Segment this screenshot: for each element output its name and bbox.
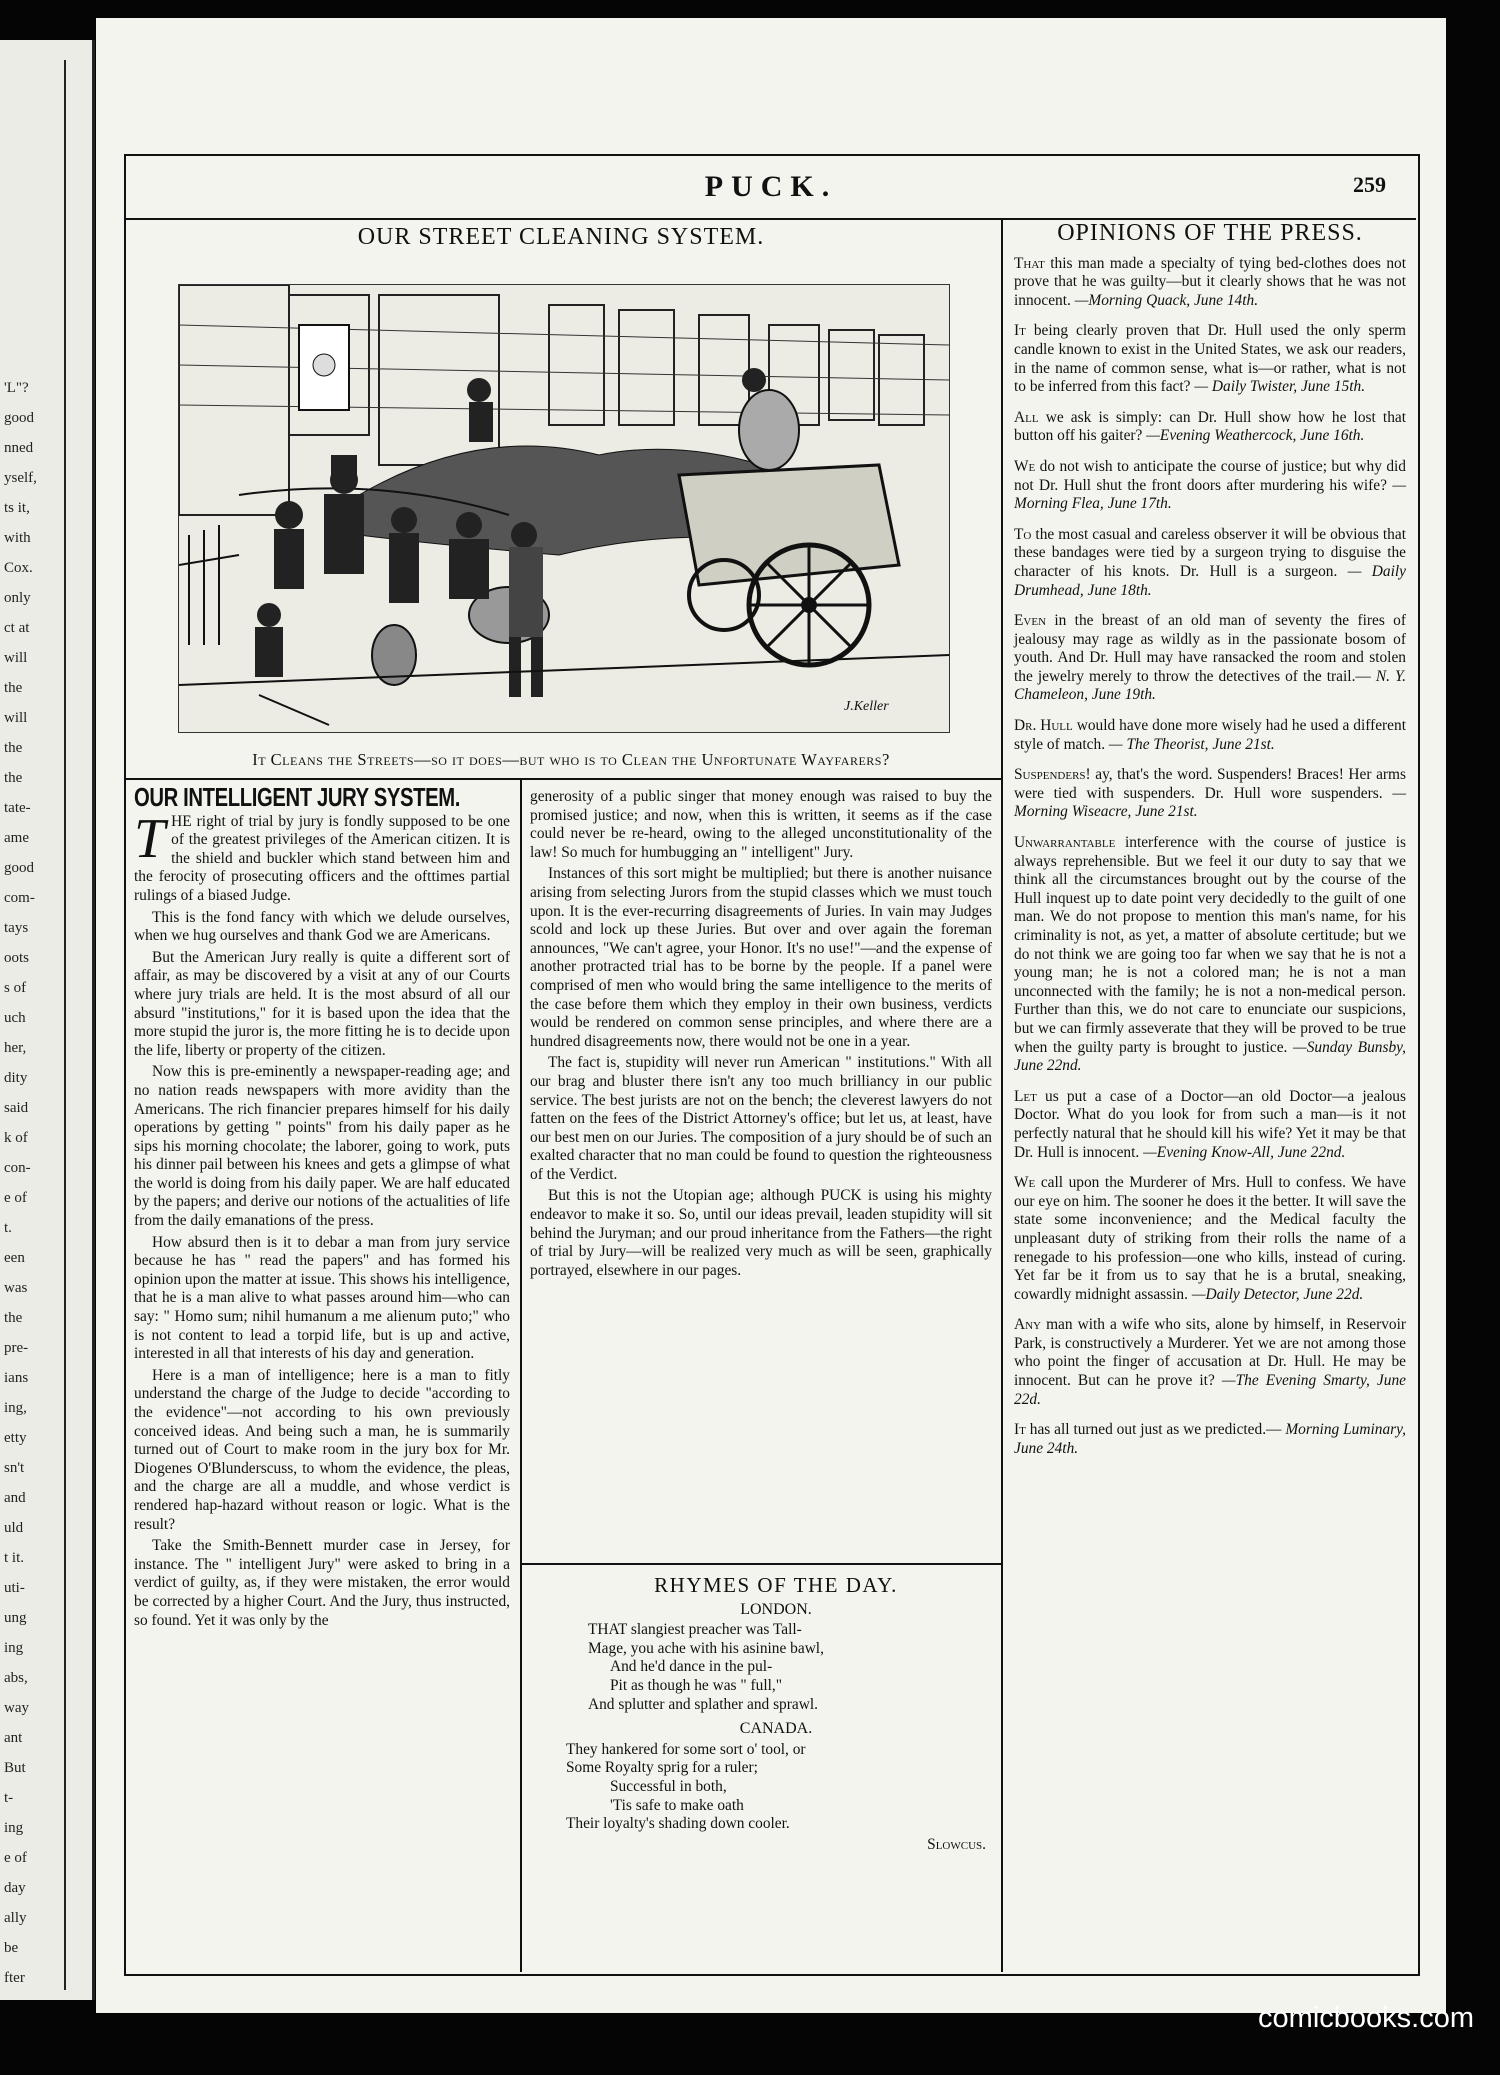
jury-paragraph: The fact is, stupidity will never run American " institutions." With all our brag and bluster there isn't any too much brilliancy in our public service. The best jurists are not on the bench; the cleverest lawyers do not fatten on the fees of the District Attorney's office; but let us, at least, have our best men on our Juries. The composition of a jury should be of such an exalted character that no man could be found to question the righteousness of the Verdict. (530, 1054, 992, 1183)
press-item-text: we ask is simply: can Dr. Hull show how he lost that button off his gaiter? (1014, 408, 1406, 445)
previous-page-text-fragment: t. (4, 1220, 12, 1236)
press-item-source: —Morning Wiseacre, June 21st. (1014, 784, 1406, 821)
press-item-source: —Evening Know-All, June 22nd. (1143, 1143, 1346, 1161)
press-opinion-item (1014, 322, 1406, 396)
press-item-source: —Morning Quack, June 14th. (1074, 291, 1259, 309)
press-item-lead: Suspenders! (1014, 766, 1091, 784)
previous-page-text-fragment: ant (4, 1730, 23, 1746)
press-item-lead: Dr. Hull (1014, 717, 1073, 735)
press-item-text: in the breast of an old man of seventy the fires of jealousy may rage as wildly as in the passionate bosom of youth. And Dr. Hull may have ransacked the room and stolen the jewelry merely to throw the detectives of the trail.— (1014, 612, 1406, 685)
cartoon-title: OUR STREET CLEANING SYSTEM. (357, 224, 765, 250)
previous-page-text-fragment: yself, (4, 470, 37, 486)
previous-page-text-fragment: e of (4, 1850, 27, 1866)
poem-line: Their loyalty's shading down cooler. (566, 1815, 790, 1833)
jury-paragraph: Take the Smith-Bennett murder case in Jersey, for instance. The " intelligent Jury" were asked to bring in a verdict of guilty, as, if they were mistaken, the error would be corrected by a higher Court. And the Jury, thus instructed, so found. Yet it was only by the (134, 1537, 510, 1629)
previous-page-text-fragment: uti- (4, 1580, 25, 1596)
cartoon-bottom-rule (124, 778, 1001, 780)
press-opinion-item (1014, 1088, 1406, 1162)
press-opinion-item (1014, 834, 1406, 1076)
press-item-text: being clearly proven that Dr. Hull used the only sperm candle known to exist in the United States, we ask our readers, in the name of common sense, what is—or rather, what is not to be inferred from this fact? (1014, 322, 1406, 396)
opinions-of-the-press-column (1014, 220, 1406, 1470)
jury-paragraph: Instances of this sort might be multiplied; but there is another nuisance arising from selecting Jurors from the stupid classes which we must touch upon. It is the ever-recurring disagreements of Juries. In vain may Judges scold and lock up these Juries. But over and over again the foreman announces, "We can't agree, your Honor. It's no use!"—and the expense of another protracted trial has to be borne by the people. If a panel were comprised of men who would bring the same intelligence to the merits of the case before them which they employ in their own business, verdicts would be rendered on common sense principles, and where there are a hundred disagreements now, there would not be one in a year. (530, 865, 992, 1050)
previous-page-text-fragment: uch (4, 1010, 26, 1026)
jury-paragraph: How absurd then is it to debar a man from jury service because he has " read the papers" and has formed his opinion upon the matter at issue. This shows his intelligence, that he is a man alive to what passes around him—who can say: " Homo sum; nihil humanum a me alienum puto;" who is not content to lead a torpid life, but is up and active, interested in all that interests of his day and generation. (134, 1233, 510, 1363)
cartoon-caption: It Cleans the Streets—so it does—but who is to Clean the Unfortunate Wayfarers? (252, 750, 890, 769)
press-opinion-item (1014, 1174, 1406, 1304)
jury-paragraph: Here is a man of intelligence; here is a man to fitly understand the charge of the Judge to decide "according to the evidence"—not according to his own previously conceived ideas. And being such a man, he is summarily turned out of Court to make room in the jury box for Mr. Diogenes O'Blunderscuss, to whom the evidence, the pleas, and the charge are all a muddle, and whose verdict is rendered hap-hazard without reason or logic. What is the result? (134, 1366, 510, 1533)
press-item-source: —Daily Detector, June 22d. (1191, 1285, 1364, 1303)
press-item-text: this man made a specialty of tying bed-clothes does not prove that he was guilty—but it clearly shows that he was not innocent. (1014, 254, 1406, 309)
press-opinion-item (1014, 717, 1406, 754)
press-item-source: — The Theorist, June 21st. (1108, 735, 1275, 753)
previous-page-text-fragment: oots (4, 950, 30, 966)
rhymes-of-the-day (566, 1573, 986, 1854)
press-item-source: — Daily Twister, June 15th. (1194, 378, 1366, 396)
drop-cap: T (134, 807, 166, 870)
press-item-lead: Let (1014, 1087, 1037, 1105)
previous-page-text-fragment: said (4, 1100, 29, 1116)
press-item-source: —Sunday Bunsby, June 22nd. (1014, 1038, 1406, 1075)
press-item-source: N. Y. Chameleon, June 19th. (1014, 667, 1406, 704)
press-item-source: Morning Luminary, June 24th. (1014, 1421, 1406, 1457)
previous-page-text-fragment: will (4, 710, 28, 726)
poem-line: THAT slangiest preacher was Tall- (588, 1621, 802, 1639)
jury-paragraph: generosity of a public singer that money enough was raised to buy the promised justice; and now, when this is written, it seems as if the case could never be re-heard, owing to the alleged unconstitutionality of the law! So much for humbugging an " intelligent" Jury. (530, 788, 992, 861)
previous-page-text-fragment: pre- (4, 1340, 29, 1356)
press-item-text: would have done more wisely had he used a different style of match. (1014, 717, 1406, 753)
previous-page-text-fragment: way (4, 1700, 29, 1716)
previous-page-text-fragment: ally (4, 1910, 27, 1926)
press-item-text: the most casual and careless observer it will be obvious that these bandages were tied by a surgeon trying to disguise the character of his knots. Dr. Hull is a surgeon. (1014, 525, 1406, 580)
previous-page-text-fragment: Cox. (4, 560, 33, 576)
press-item-lead: Even (1014, 612, 1047, 630)
canada-heading: CANADA. (739, 1720, 813, 1738)
previous-page-text-fragment: abs, (4, 1670, 28, 1686)
previous-page-text-fragment: good (4, 860, 34, 876)
press-item-text: ay, that's the word. Suspenders! Braces! Her arms were tied with suspenders. Dr. Hull wore suspenders. (1014, 766, 1406, 802)
previous-page-text-fragment: ing (4, 1820, 24, 1836)
press-opinion-item (1014, 1421, 1406, 1458)
jury-article-column-2 (530, 788, 992, 1283)
previous-page-text-fragment: een (4, 1250, 25, 1266)
press-item-text: us put a case of a Doctor—an old Doctor—a jealous Doctor. What do you look for from such a man—is it not perfectly natural that he should kill his wife? Yet it may be that Dr. Hull is innocent. (1014, 1087, 1406, 1161)
poem-line: Mage, you ache with his asinine bawl, (588, 1639, 824, 1657)
page-number: 259 (1353, 172, 1386, 197)
previous-page-text-fragment: the (4, 740, 23, 756)
press-item-lead: It (1014, 322, 1026, 340)
press-opinion-item (1014, 526, 1406, 600)
previous-page-text-fragment: day (4, 1880, 26, 1896)
previous-page-text-fragment: ts it, (4, 500, 30, 516)
press-item-lead: We (1014, 1174, 1036, 1192)
previous-page-text-fragment: dity (4, 1070, 28, 1086)
previous-page-text-fragment: be (4, 1940, 19, 1956)
press-item-text: call upon the Murderer of Mrs. Hull to confess. We have our eye on him. The sooner he does it the better. It will save the state some inconvenience; and the Medical faculty the unpleasant duty of striking from their rolls the name of a renegade to his profession—one who kills, instead of curing. Yet far be it from us to say that he is a brutal, sneaking, cowardly midnight assassin. (1014, 1174, 1406, 1303)
previous-page-text-fragment: and (4, 1490, 26, 1506)
previous-page-text-fragment: con- (4, 1160, 31, 1176)
previous-page-text-fragment: sn't (4, 1460, 25, 1476)
press-item-text: man with a wife who sits, alone by himself, in Reservoir Park, is constructively a Murderer. Yet we are not among those who point the finger of accusation at Dr. Hull. He may be innocent. But can he prove it? (1014, 1316, 1406, 1390)
previous-page-text-fragment: tays (4, 920, 29, 936)
press-item-source: — Daily Drumhead, June 18th. (1014, 562, 1406, 599)
press-item-lead: Any (1014, 1316, 1042, 1334)
previous-page-text-fragment: the (4, 680, 23, 696)
previous-page-text-fragment: good (4, 410, 34, 426)
magazine-title: PUCK. (704, 170, 838, 203)
previous-page-text-fragment: t- (4, 1790, 14, 1806)
press-item-lead: To (1014, 525, 1032, 543)
column-divider-left (520, 780, 522, 1972)
press-item-text: do not wish to anticipate the course of justice; but why did not Dr. Hull shut the front doors after murdering his wife? (1014, 457, 1406, 494)
previous-page-text-fragment: only (4, 590, 31, 606)
press-item-source: —Evening Weathercock, June 16th. (1146, 427, 1365, 445)
previous-page-text-fragment: ing, (4, 1400, 27, 1416)
press-item-lead: It (1014, 1421, 1026, 1439)
previous-page-text-fragment: s of (4, 980, 27, 996)
poem-line: Pit as though he was " full," (610, 1676, 783, 1694)
watermark: comicbooks.com (1258, 2002, 1474, 2034)
previous-page-text-fragment: ame (4, 830, 29, 846)
poem-line: Some Royalty sprig for a ruler; (566, 1759, 758, 1777)
london-heading: LONDON. (740, 1600, 812, 1618)
previous-page-text-fragment: ing (4, 1640, 24, 1656)
previous-page-text-fragment: 'L"? (4, 380, 29, 396)
press-item-text: has all turned out just as we predicted.— (1029, 1421, 1282, 1439)
previous-page-text-fragment: was (4, 1280, 28, 1296)
press-opinion-item (1014, 612, 1406, 705)
poem-line: And splutter and splather and sprawl. (588, 1695, 818, 1713)
press-opinion-item (1014, 409, 1406, 446)
previous-page-text-fragment: uld (4, 1520, 24, 1536)
previous-page-text-fragment: t it. (4, 1550, 25, 1566)
previous-page-text-fragment: ung (4, 1610, 27, 1626)
rhymes-signature: Slowcus. (927, 1835, 986, 1853)
press-opinion-item (1014, 766, 1406, 822)
press-opinion-item (1014, 458, 1406, 514)
previous-page-text-fragment: tate- (4, 800, 31, 816)
previous-page-text-fragment: fter (4, 1970, 25, 1986)
press-item-lead: We (1014, 457, 1036, 475)
previous-page-text-fragment: ians (4, 1370, 29, 1386)
press-item-lead: Unwarrantable (1014, 834, 1116, 852)
press-opinion-item (1014, 1316, 1406, 1409)
jury-paragraph: Now this is pre-eminently a newspaper-reading age; and no nation reads newspapers with more avidity than the Americans. The rich financier prepares himself for his daily operations by getting " points" from his daily paper as he sips his morning chocolate; the laborer, going to work, puts his dinner pail between his knees and gets a glimpse of what the world is doing from his daily paper. We are half educated by the papers; and derive our notions of the actualities of life from the daily emanations of the press. (134, 1063, 510, 1230)
press-opinion-item (1014, 255, 1406, 311)
press-item-source: —The Evening Smarty, June 22d. (1014, 1372, 1406, 1408)
jury-article-column-1 (134, 782, 510, 1633)
previous-page-text-fragment: com- (4, 890, 35, 906)
rhymes-top-rule (520, 1563, 1001, 1565)
previous-page-text-fragment: k of (4, 1130, 28, 1146)
press-title: OPINIONS OF THE PRESS. (1057, 220, 1363, 246)
jury-paragraph: This is the fond fancy with which we delude ourselves, when we hug ourselves and thank God we are Americans. (134, 908, 510, 945)
press-item-source: — Morning Flea, June 17th. (1014, 476, 1406, 513)
previous-page-text-fragment: her, (4, 1040, 27, 1056)
previous-page-text-fragment: will (4, 650, 28, 666)
press-item-lead: All (1014, 408, 1039, 426)
previous-page-text-fragment: ct at (4, 620, 30, 636)
masthead (96, 170, 1446, 204)
jury-paragraph: But the American Jury really is quite a different sort of affair, as may be discovered by a visit at any of our Courts where jury trials are held. It is the most absurd of all our absurd "institutions," for it is based upon the idea that the more stupid the juror is, the more fitting he is to decide upon the life, liberty or property of the citizen. (134, 948, 510, 1059)
previous-page-rule (64, 60, 66, 1990)
jury-paragraph: But this is not the Utopian age; although PUCK is using his mighty endeavor to make it so. So, until our ideas prevail, leaden stupidity will sit behind the Juryman; and our proud inheritance from the Fathers—the right of trial by Jury—will be realized very much as will be seen, graphically portrayed, elsewhere in our pages. (530, 1187, 992, 1279)
poem-line: They hankered for some sort o' tool, or (566, 1740, 806, 1758)
magazine-page (96, 18, 1446, 2013)
press-item-text: interference with the course of justice is always reprehensible. But we feel it our duty to say that we think all the circumstances brought out by the course of the Hull inquest up to date point very decidedly to the guilt of one man. We do not propose to mention this man's name, for his criminality is not, as yet, a matter of absolute certitude; but we do not think we are going too far when we say that he is not a young man; he is not a colored man; he is not a man unconnected with the family; he is not a non-medical person. Further than this, we do not care to enunciate our suspicions, but we can firmly asseverate that they will be proved to be true when the guilty party is brought to justice. (1014, 834, 1406, 1056)
jury-article-title: OUR INTELLIGENT JURY SYSTEM. (134, 782, 460, 812)
poem-line: Successful in both, (610, 1777, 727, 1795)
previous-page-text-fragment: nned (4, 440, 34, 456)
previous-page-text-fragment: etty (4, 1430, 27, 1446)
artist-signature: J.Keller (844, 699, 889, 714)
street-scene-drawing (179, 285, 949, 732)
previous-page-edge (0, 40, 95, 2000)
cartoon-illustration (178, 284, 950, 733)
previous-page-text-fragment: But (4, 1760, 26, 1776)
previous-page-text-fragment: with (4, 530, 31, 546)
rhymes-title: RHYMES OF THE DAY. (654, 1573, 898, 1597)
press-item-lead: That (1014, 254, 1045, 272)
poem-line: And he'd dance in the pul- (610, 1658, 773, 1676)
previous-page-text-fragment: the (4, 1310, 23, 1326)
previous-page-text-fragment: e of (4, 1190, 27, 1206)
poem-line: 'Tis safe to make oath (610, 1796, 744, 1814)
column-divider-right (1001, 218, 1003, 1972)
previous-page-text-fragment: the (4, 770, 23, 786)
jury-paragraph: THE right of trial by jury is fondly supposed to be one of the greatest privileges of the American citizen. It is the shield and buckler which stand between him and the ferocity of prosecuting officers and the ofttimes partial rulings of a biased Judge. (134, 807, 510, 904)
